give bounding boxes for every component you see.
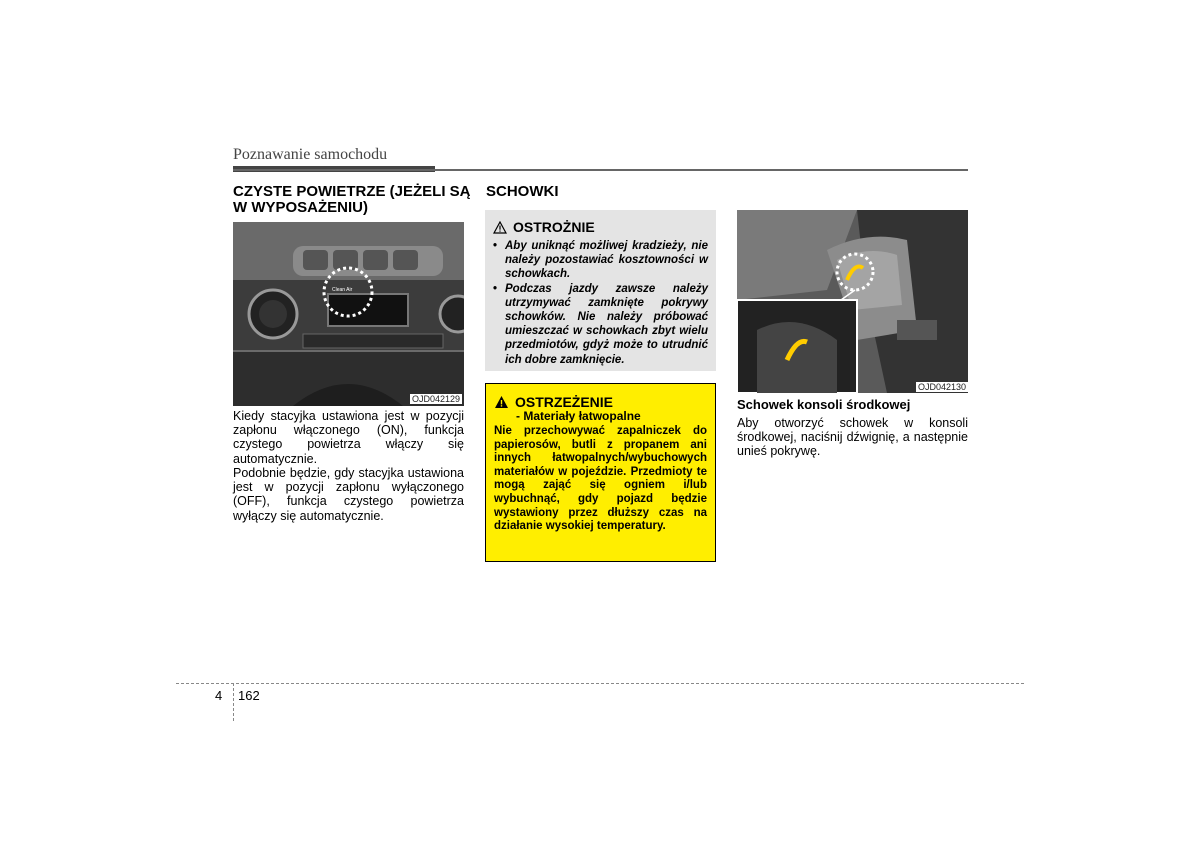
warning-subtitle: - Materiały łatwopalne	[516, 409, 641, 423]
center-console-subheading: Schowek konsoli środkowej	[737, 397, 911, 412]
caution-box	[485, 210, 716, 371]
figure-clean-air-panel	[233, 222, 464, 406]
warning-box	[485, 383, 716, 562]
footer-rule	[176, 683, 1024, 684]
figure-center-console	[737, 210, 968, 393]
caution-item-1: • Aby uniknąć możliwej kradzieży, nie należy pozostawiać kosztowności w schowkach.	[493, 239, 708, 282]
page-number: 162	[238, 688, 260, 703]
section-heading-storage: SCHOWKI	[486, 183, 559, 200]
warning-title: OSTRZEŻENIE	[515, 394, 614, 410]
caution-title: OSTROŻNIE	[513, 219, 595, 235]
figure-code-right: OJD042130	[917, 382, 966, 392]
footer-divider	[233, 683, 234, 721]
figure-code-left: OJD042129	[411, 394, 460, 404]
warning-title-row	[494, 394, 707, 410]
clean-air-paragraph-2: Podobnie będzie, gdy stacyjka ustawiona jest w pozycji zapłonu wyłączonego (OFF), funkcja czystego powietrza wyłączy się automatycznie.	[233, 466, 464, 523]
caution-triangle-icon	[493, 221, 507, 234]
caution-title-row	[493, 219, 708, 235]
warning-body: Nie przechowywać zapalniczek do papierosów, butli z propanem ani innych łatwopalnych/wybuchowych materiałów w pojeździe. Przedmioty te mogą zająć się ogniem i/lub wybuchnąć, gdy pojazd będzie wystawiony przez dłuższy czas na działanie wysokiej temperatury.	[494, 425, 707, 533]
warning-triangle-icon	[494, 395, 509, 409]
chapter-number: 4	[215, 688, 223, 703]
caution-item-2: • Podczas jazdy zawsze należy utrzymywać zamknięte pokrywy schowków. Nie należy próbować umieszczać w schowkach zbyt wielu przedmiotów, gdyż może to utrudnić ich dobre zamknięcie.	[493, 282, 708, 367]
center-console-illustration	[737, 210, 968, 393]
clean-air-paragraph-1: Kiedy stacyjka ustawiona jest w pozycji zapłonu włączonego (ON), funkcja czystego powietrza włączy się automatycznie.	[233, 409, 464, 466]
section-heading-clean-air: CZYSTE POWIETRZE (JEŻELI SĄ W WYPOSAŻENIU)	[233, 183, 471, 216]
center-console-paragraph: Aby otworzyć schowek w konsoli środkowej, naciśnij dźwignię, a następnie unieś pokrywę.	[737, 416, 968, 459]
caution-list	[493, 239, 708, 367]
clean-air-display-label: Clean Air	[332, 287, 353, 293]
running-header: Poznawanie samochodu	[233, 146, 388, 163]
climate-panel-illustration	[233, 222, 464, 406]
header-rule	[233, 169, 968, 171]
